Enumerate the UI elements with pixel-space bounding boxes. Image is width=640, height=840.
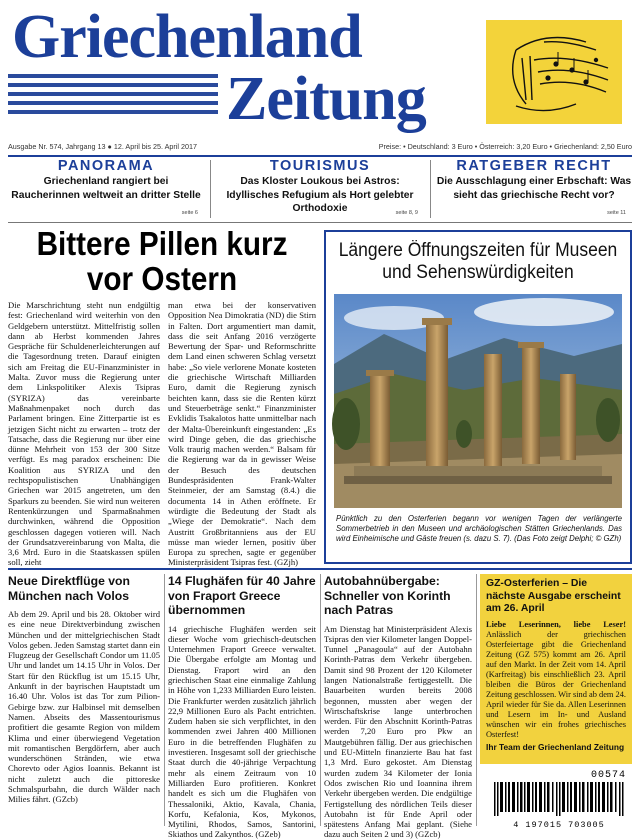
barcode-bars bbox=[494, 782, 624, 816]
notice-text: Anlässlich der griechischen Osterfeiertage gibt die Griechenland Zeitung (GZ 575) kommt am 26. April auf den Markt. In der Zeit vom 14. April (Karfreitag) bis einschließlich 23. April bleiben die Büros der Griechenland Zeitung geschlossen. Wir sind ab dem 24. April wieder für Sie da. Allen Leserinnen und Lesern im In- und Ausland wünschen wir ein frohes griechisches Osterfest! bbox=[486, 629, 626, 739]
masthead bbox=[0, 0, 640, 140]
article-text: Am Dienstag hat Ministerpräsident Alexis Tsipras den vier Kilometer langen Doppel-Tunnel „Panagoula“ auf der Autobahn Korinth-Patras dem Verkehr übergeben. Damit sind 98 Prozent der 120 Kilometer langen Nationalstraße fertiggestellt. Die Bauarbeiten wurden bereits 2008 begonnen, mussten aber wegen der Wirtschaftskrise lange unterbrochen werden. Für den Abschnitt Korinth-Patras werden 7,20 Euro pro Pkw an Mautgebühren fällig. Der aus griechischen und EU-Mitteln finanzierte Bau hat fast 1,3 Mrd. Euro gekostet. Am Dienstag wurden zudem 34 Kilometer der Ionia Odos zwischen Rio und Ioannina ihrem Verkehr übergeben werden. Die endgültige Fertigstellung des nördlichen Teils dieser Autobahn ist für Ende April oder spätestens Anfang Mai geplant. (Siehe dazu auch Seiten 2 und 3) (GZcb) bbox=[324, 623, 472, 840]
barcode-number: 4 197015 703005 bbox=[513, 820, 605, 830]
column-divider bbox=[476, 574, 477, 826]
issue-info-bar bbox=[8, 142, 632, 154]
photo-caption: Pünktlich zu den Osterferien begann vor wenigen Tagen der verlängerte Sommerbetrieb in den Museen und archäologischen Stätten Griechenlands. Das wird Einheimische und Gäste freuen (s. dazu S. 7). (Das Foto zeigt Delphi; © GZh) bbox=[336, 514, 622, 543]
notice-greeting: Liebe Leserinnen, liebe Leser! bbox=[486, 619, 626, 629]
teaser-page: seite 8, 9 bbox=[395, 210, 418, 216]
teaser-divider bbox=[210, 160, 211, 218]
teaser-tourismus[interactable] bbox=[216, 158, 424, 218]
article-text: Ab dem 29. April und bis 28. Oktober wird es eine neue Direktverbindung zwischen München und der mittelgriechischen Stadt Volos geben. Jeden Samstag startet dann ein Flugzeug der Gesellschaft Condor um 11.05 Uhr und landet um 14.15 Uhr in Volos. Der Start für den Rückflug ist um 15.15 Uhr, Ankunft in der bayrischen Hauptstadt um 16.40 Uhr. Volos ist das Tor zum Pilion-Gebirge bzw. zur Halbinsel mit demselben Namen. Abseits des Massentourismus profitiert die gesamte Region von mildem Klima und einer überwiegend Vegetation mit romantischen Bergdörfern, aber auch wunderschönen Stränden, wie etwa Chorevto oder Agios Ioannis. Bekannt ist nicht zuletzt auch die pittoreske Schmalspurbahn, die durch Wälder nach Milies fährt. (GZcb) bbox=[8, 609, 160, 805]
masthead-rule bbox=[8, 155, 632, 157]
notice-signature: Ihr Team der Griechenland Zeitung bbox=[486, 741, 625, 752]
newspaper-title-line2: Zeitung bbox=[226, 65, 426, 133]
issue-info: Ausgabe Nr. 574, Jahrgang 13 ● 12. April bis 25. April 2017 bbox=[8, 142, 197, 151]
column-divider bbox=[164, 574, 165, 826]
easter-notice-box[interactable] bbox=[480, 574, 632, 764]
teaser-rule bbox=[8, 222, 632, 223]
column-divider bbox=[320, 574, 321, 826]
notice-headline: GZ-Osterferien – Die nächste Ausgabe erscheint am 26. April bbox=[486, 578, 621, 614]
teaser-page: seite 6 bbox=[181, 210, 198, 216]
newspaper-title-line1: Griechenland bbox=[12, 3, 362, 71]
teaser-headline: Griechenland rangiert bei Raucherinnen weltweit an dritter Stelle bbox=[11, 176, 201, 201]
teaser-page: seite 11 bbox=[607, 210, 626, 216]
price-info: Preise: • Deutschland: 3 Euro • Österreich: 3,20 Euro • Griechenland: 2,50 Euro bbox=[378, 142, 632, 151]
teaser-section: RATGEBER RECHT bbox=[456, 158, 612, 174]
barcode bbox=[484, 770, 632, 830]
lead-headline[interactable]: Bittere Pillen kurz vor Ostern bbox=[36, 225, 288, 297]
article-headline: Neue Direktflüge von München nach Volos bbox=[8, 574, 130, 603]
teaser-ratgeber[interactable] bbox=[436, 158, 632, 218]
article-autobahn[interactable] bbox=[324, 574, 472, 840]
article-headline: 14 Flughäfen für 40 Jahre von Fraport Greece übernommen bbox=[168, 574, 316, 617]
article-flughaefen[interactable] bbox=[168, 574, 316, 840]
lyre-music-logo-icon bbox=[486, 20, 622, 124]
masthead-stripes bbox=[8, 74, 218, 119]
barcode-issue-code: 00574 bbox=[590, 770, 626, 781]
teaser-headline: Die Ausschlagung einer Erbschaft: Was sieht das griechische Recht vor? bbox=[436, 176, 632, 201]
delphi-photo bbox=[334, 294, 622, 508]
article-headline: Autobahnübergabe: Schneller von Korinth nach Patras bbox=[324, 574, 451, 617]
feature-headline: Längere Öffnungszeiten für Museen und Sehenswürdigkeiten bbox=[338, 240, 618, 283]
article-direktfluege[interactable] bbox=[8, 574, 160, 830]
lead-text-col1: Die Marschrichtung steht nun endgültig fest: Griechenland wird weiterhin von den Geldgebern unterstützt. Mittelfristig sollen dann ab Herbst kommenden Jahres Gespräche für Schuldenerleichterungen auf die Tagesordnung treten. Darauf einigten sich am Freitag die EU-Finanzminister in Malta. Zuvor muss die Regierung unter dem Linkspolitiker Alexis Tsipras (SYRIZA) das vereinbarte Maßnahmenpaket noch durch das Parlament bringen. Eine Zitterpartie ist es jetzigen Sicht nicht zu erwarten – trotz der Tatsache, dass die Regierung nur über eine dünne Mehrheit von 153 der 300 Sitze verfügt. Es mag paradox erscheinen: Die Koalition aus SYRIZA und den rechtspopulistischen Unabhängigen Griechen war 2015 angetreten, um den Sparkurs zu beenden. Sie wird nun weiteren Rentenkürzungen und Sparmaßnahmen durchwinken, während die Opposition geschlossen dagegen votieren will. Nach der Grundsatzvereinbarung von Malta, die 3,6 Mrd. Euro in die Staatskassen spülen soll, zieht bbox=[8, 300, 160, 568]
teaser-divider bbox=[430, 160, 431, 218]
feature-box[interactable] bbox=[324, 230, 632, 564]
teaser-section: TOURISMUS bbox=[269, 158, 371, 174]
teaser-panorama[interactable] bbox=[8, 158, 204, 218]
teaser-section: PANORAMA bbox=[57, 158, 155, 174]
lead-text-col2: man etwa bei der konservativen Opposition Nea Dimokratia (ND) die Stirn in Falten. Dort argumentiert man damit, dass die seit Anfang 2016 verzögerte Bewertung der Spar- und Reformschritte dem Land einen schweren Schlag versetzt habe: „So viele verlorene Monate kosteten die griechische Wirtschaft Milliarden Euro, damit die Regierung zynisch beichten kann, dass sie die Renten kürzt und Steuerbeträge senkt.“ Finanzminister Evklidis Tsakalotos hatte unmittelbar nach der Malta-Übereinkunft eingestanden: „Es wird Dinge geben, die das griechische Volk traurig machen werden.“ Balsam für die Regierung war da in gewisser Weise der Besuch des deutschen Bundespräsidenten Frank-Walter Steinmeier, der am Samstag (8.4.) die documenta 14 in Athen eröffnete. Er würdigte die Bedeutung der Stadt als „Wiege der Demokratie“. Nach dem Austritt Großbritanniens aus der EU müsse man wieder lernen, positiv über Europa zu sprechen, sagte er gegenüber Ministerpräsident Tsipras fest. (GZjh) bbox=[168, 300, 316, 568]
section-rule bbox=[8, 568, 632, 570]
article-text: 14 griechische Flughäfen werden seit dieser Woche vom griechisch-deutschen Unternehmen Fraport Greece verwaltet. Die Übergabe erfolgte am Montag und Dienstag. Fraport wird an den griechischen Staat eine einmalige Zahlung in Höhe von 1,233 Milliarden Euro leisten. Die Frankfurter werden zusätzlich jährlich 22,9 Millionen Euro als Pacht entrichten. Zudem haben sie sich verpflichtet, in den kommenden zwei Jahren 400 Millionen Euro in die betreffenden Flughäfen zu investieren. Insgesamt soll der griechische Staat durch die 40-jährige Verpachtung mehr als einem Zeitraum von 10 Milliarden Euro profitieren. Konkret handelt es sich um die Flughäfen von Thessaloniki, Aktio, Kavala, Chania, Korfu, Kefalonia, Kos, Mykonos, Mytilini, Rhodos, Samos, Santorini, Skiathos und Zakynthos. (GZeb) bbox=[168, 623, 316, 840]
teaser-headline: Das Kloster Loukous bei Astros: Idyllisches Refugium als Hort gelebter Orthodoxie bbox=[226, 176, 414, 214]
